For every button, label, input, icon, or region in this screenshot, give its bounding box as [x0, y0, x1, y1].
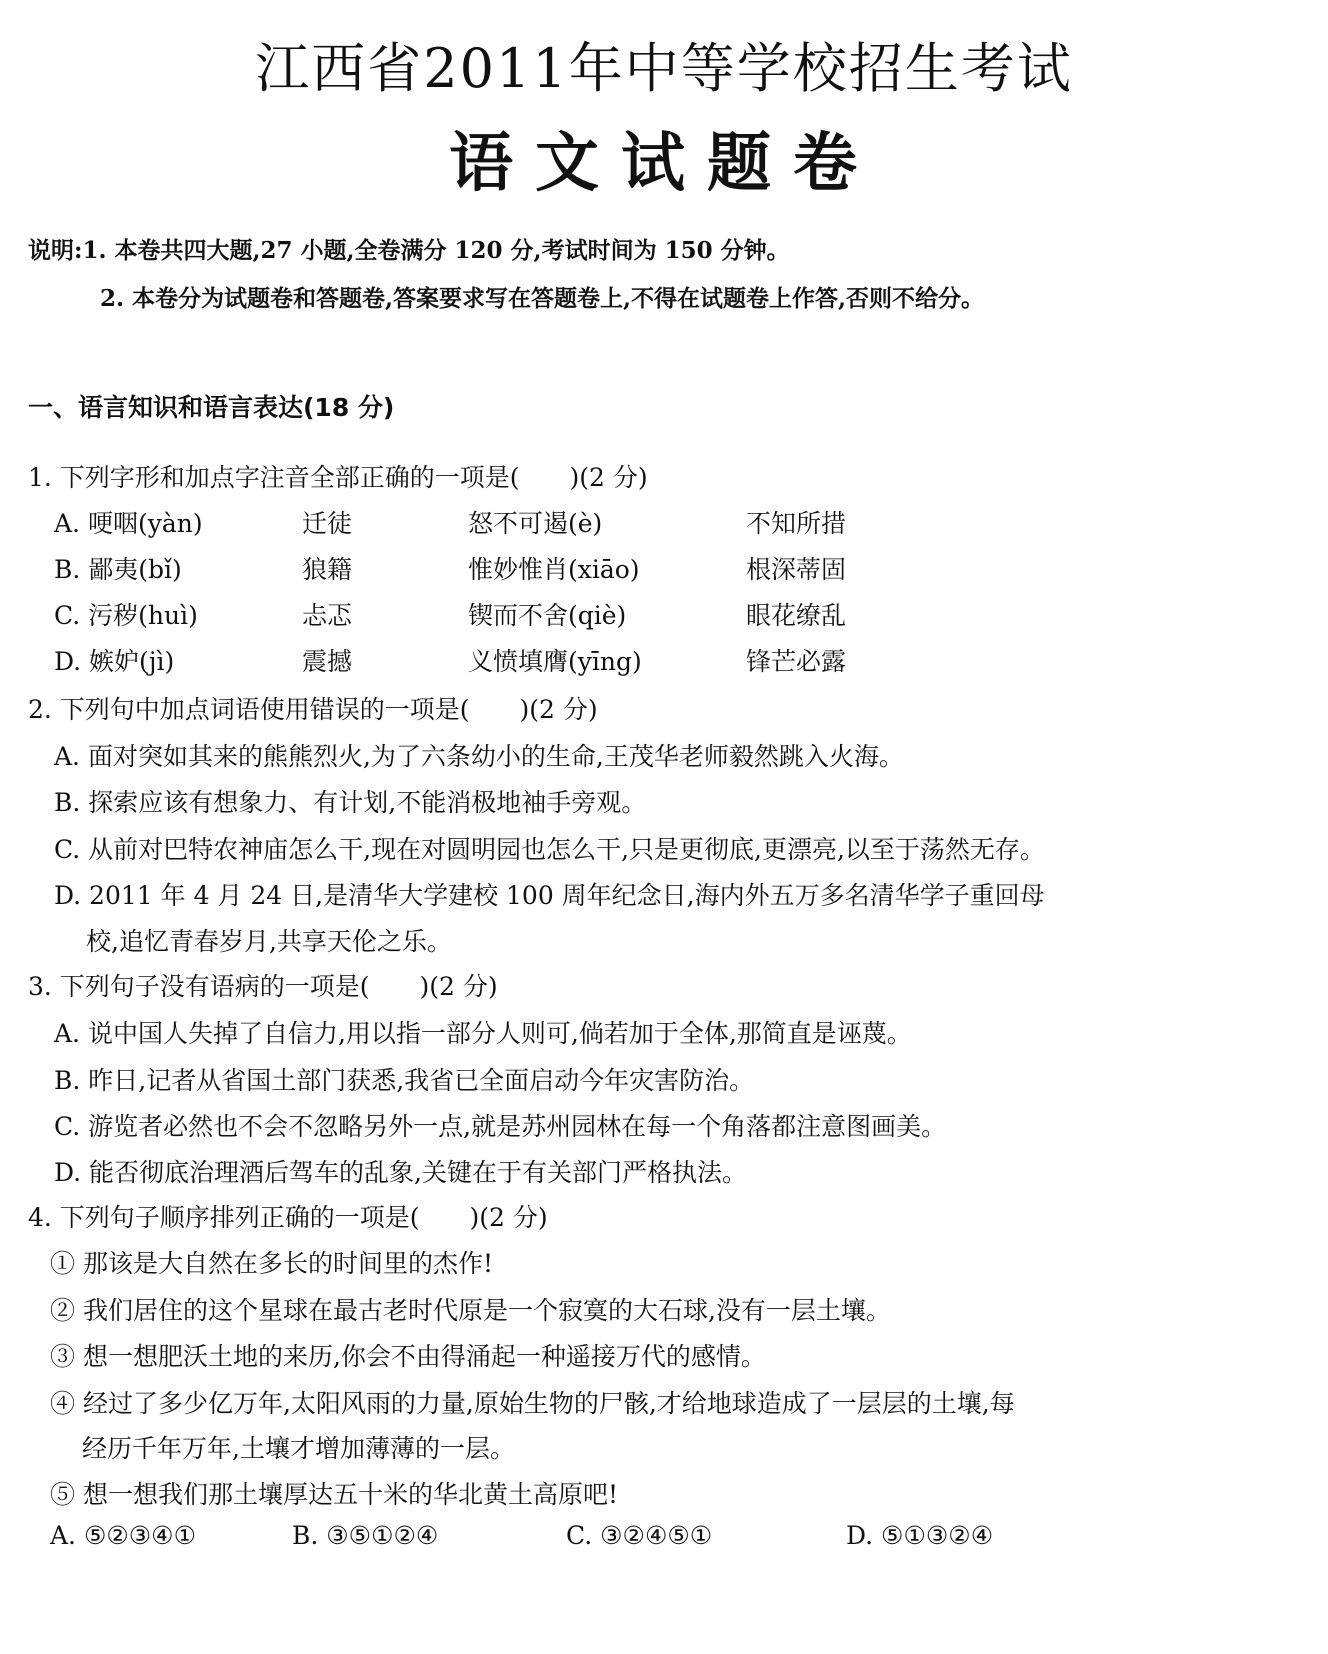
instructions-line-1: 说明:1. 本卷共四大题,27 小题,全卷满分 120 分,考试时间为 150 分钟。 [28, 237, 790, 264]
q2-option-a: A. 面对突如其来的熊熊烈火,为了六条幼小的生命,王茂华老师毅然跳入火海。 [54, 742, 904, 771]
q1-row-d-col3: 义愤填膺(yīng) [468, 647, 642, 676]
q4-answer-c: C. ③②④⑤① [566, 1521, 713, 1550]
q1-row-d-col1: D. 嫉妒(jì) [54, 647, 175, 676]
q4-answer-b: B. ③⑤①②④ [292, 1521, 439, 1550]
q1-row-a-col2: 迁徒 [302, 509, 353, 538]
q1-row-c-col1: C. 污秽(huì) [54, 601, 198, 630]
q4-sentence-1: ① 那该是大自然在多长的时间里的杰作! [50, 1249, 493, 1278]
q1-row-a-col4: 不知所措 [746, 509, 847, 538]
q1-row-c-col2: 忐忑 [302, 601, 353, 630]
q4-answer-a: A. ⑤②③④① [50, 1521, 197, 1550]
q4-sentence-5: ⑤ 想一想我们那土壤厚达五十米的华北黄土高原吧! [50, 1480, 618, 1509]
q1-row-d-col2: 震撼 [302, 647, 353, 676]
q1-row-b-col3: 惟妙惟肖(xiāo) [468, 555, 640, 584]
instructions-line-2: 2. 本卷分为试题卷和答题卷,答案要求写在答题卷上,不得在试题卷上作答,否则不给分。 [100, 285, 985, 312]
question-1-stem: 1. 下列字形和加点字注音全部正确的一项是( )(2 分) [28, 463, 648, 492]
exam-title: 江西省2011年中等学校招生考试 [255, 37, 1073, 100]
q2-option-d-line-2: 校,追忆青春岁月,共享天伦之乐。 [86, 927, 452, 956]
question-2-stem: 2. 下列句中加点词语使用错误的一项是( )(2 分) [28, 695, 598, 724]
q2-option-b: B. 探索应该有想象力、有计划,不能消极地袖手旁观。 [54, 788, 647, 817]
q4-answer-d: D. ⑤①③②④ [846, 1521, 994, 1550]
q4-sentence-4-line-2: 经历千年万年,土壤才增加薄薄的一层。 [82, 1434, 515, 1463]
q3-option-d: D. 能否彻底治理酒后驾车的乱象,关键在于有关部门严格执法。 [54, 1158, 747, 1187]
q1-row-b-col4: 根深蒂固 [746, 555, 847, 584]
paper-subtitle: 语文试题卷 [449, 126, 879, 201]
q1-row-b-col2: 狼籍 [302, 555, 353, 584]
q1-row-c-col4: 眼花缭乱 [746, 601, 847, 630]
q1-row-a-col3: 怒不可遏(è) [468, 509, 603, 538]
q1-row-d-col4: 锋芒必露 [746, 647, 847, 676]
q3-option-b: B. 昨日,记者从省国土部门获悉,我省已全面启动今年灾害防治。 [54, 1066, 755, 1095]
section-heading: 一、语言知识和语言表达(18 分) [28, 393, 395, 422]
q2-option-d-line-1: D. 2011 年 4 月 24 日,是清华大学建校 100 周年纪念日,海内外五万多名清华学子重回母 [54, 881, 1045, 910]
q4-sentence-3: ③ 想一想肥沃土地的来历,你会不由得涌起一种遥接万代的感情。 [50, 1342, 766, 1371]
q1-row-b-col1: B. 鄙夷(bǐ) [54, 555, 182, 584]
q1-row-c-col3: 锲而不舍(qiè) [468, 601, 627, 630]
q3-option-c: C. 游览者必然也不会不忽略另外一点,就是苏州园林在每一个角落都注意图画美。 [54, 1112, 947, 1141]
q4-sentence-2: ② 我们居住的这个星球在最古老时代原是一个寂寞的大石球,没有一层土壤。 [50, 1296, 891, 1325]
q1-row-a-col1: A. 哽咽(yàn) [54, 509, 203, 538]
q4-sentence-4-line-1: ④ 经过了多少亿万年,太阳风雨的力量,原始生物的尸骸,才给地球造成了一层层的土壤,每 [50, 1389, 1015, 1418]
question-3-stem: 3. 下列句子没有语病的一项是( )(2 分) [28, 972, 498, 1001]
q3-option-a: A. 说中国人失掉了自信力,用以指一部分人则可,倘若加于全体,那简直是诬蔑。 [54, 1019, 912, 1048]
q2-option-c: C. 从前对巴特农神庙怎么干,现在对圆明园也怎么干,只是更彻底,更漂亮,以至于荡然无存。 [54, 835, 1045, 864]
question-4-stem: 4. 下列句子顺序排列正确的一项是( )(2 分) [28, 1203, 548, 1232]
